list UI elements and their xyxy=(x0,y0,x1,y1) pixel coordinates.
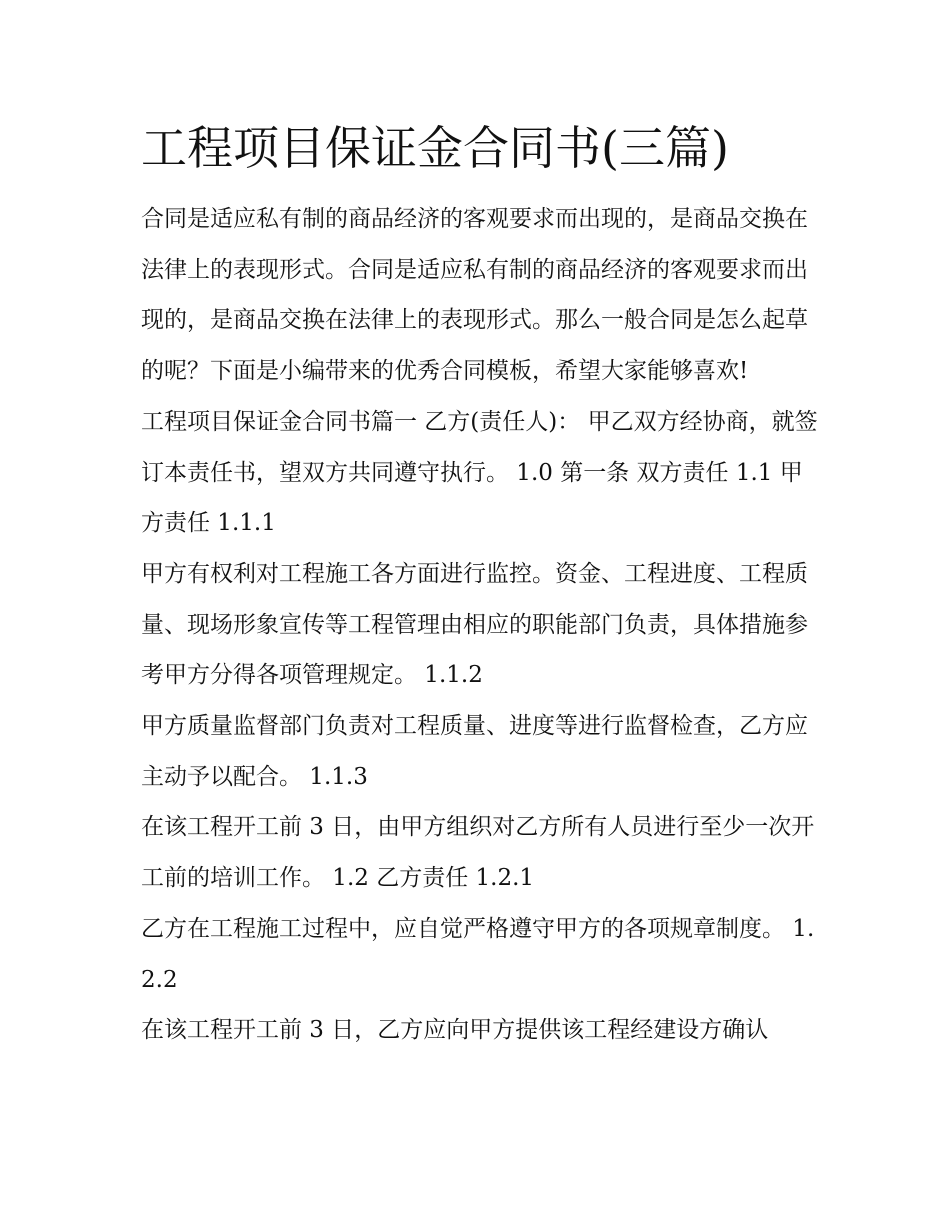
document-title: 工程项目保证金合同书(三篇) xyxy=(141,121,729,175)
paragraph-clause-1-2-1: 乙方在工程施工过程中，应自觉严格遵守甲方的各项规章制度。 1.2.2 xyxy=(141,915,815,993)
document-page xyxy=(141,110,821,1056)
paragraph-article-1: 工程项目保证金合同书篇一 乙方(责任人)： 甲乙双方经协商，就签订本责任书，望双方共同遵守执行。 1.0 第一条 双方责任 1.1 甲方责任 1.1.1 xyxy=(141,408,818,537)
paragraph-clause-1-2-2: 在该工程开工前 3 日，乙方应向甲方提供该工程经建设方确认 xyxy=(141,1017,769,1044)
paragraph-clause-1-1-1: 甲方有权利对工程施工各方面进行监控。资金、工程进度、工程质量、现场形象宣传等工程管理由相应的职能部门负责，具体措施参考甲方分得各项管理规定。 1.1.2 xyxy=(141,560,808,689)
paragraph-clause-1-1-3: 在该工程开工前 3 日，由甲方组织对乙方所有人员进行至少一次开工前的培训工作。 1.2 乙方责任 1.2.1 xyxy=(141,814,815,892)
paragraph-clause-1-1-2: 甲方质量监督部门负责对工程质量、进度等进行监督检查，乙方应主动予以配合。 1.1.3 xyxy=(141,713,808,790)
paragraph-intro: 合同是适应私有制的商品经济的客观要求而出现的，是商品交换在法律上的表现形式。合同是适应私有制的商品经济的客观要求而出现的，是商品交换在法律上的表现形式。那么一般合同是怎么起草的呢？下面是小编带来的优秀合同模板，希望大家能够喜欢! xyxy=(141,206,808,385)
